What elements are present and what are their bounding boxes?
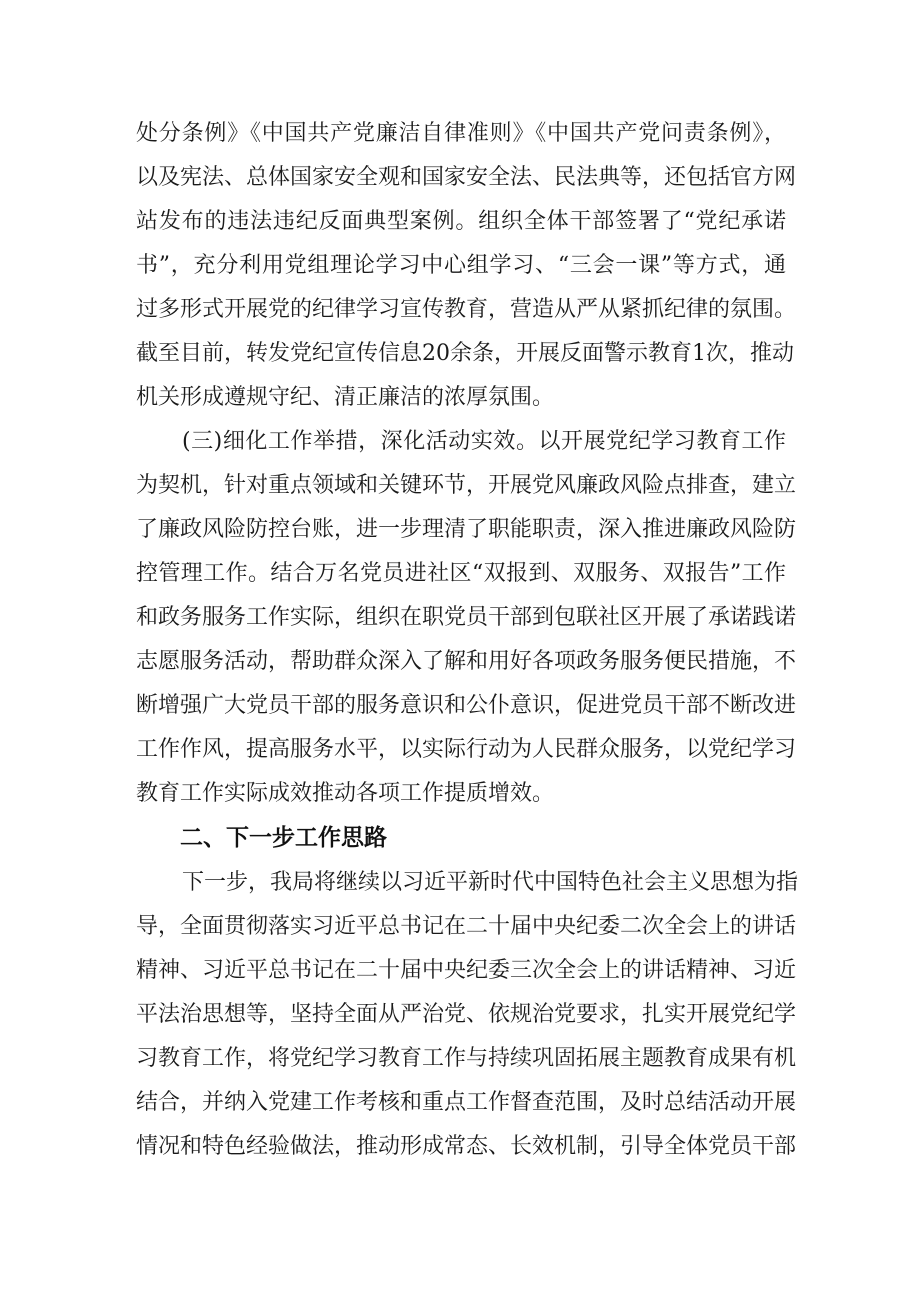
- paragraph-line: 书”，充分利用党组理论学习中心组学习、“三会一课”等方式，通: [136, 253, 786, 278]
- paragraph-line: 下一步，我局将继续以习近平新时代中国特色社会主义思想为指: [182, 870, 799, 895]
- paragraph-line: 工作作风，提高服务水平，以实际行动为人民群众服务，以党纪学习: [136, 737, 797, 762]
- section-heading: 二、下一步工作思路: [180, 825, 387, 851]
- paragraph-line: 情况和特色经验做法，推动形成常态、长效机制，引导全体党员干部: [136, 1134, 797, 1159]
- paragraph-line: 控管理工作。结合万名党员进社区“双报到、双服务、双报告”工作: [136, 561, 786, 586]
- paragraph-line: 志愿服务活动，帮助群众深入了解和用好各项政务服务便民措施，不: [136, 649, 797, 674]
- paragraph-line: (三)细化工作举措，深化活动实效。以开展党纪学习教育工作: [182, 429, 786, 454]
- paragraph-line: 教育工作实际成效推动各项工作提质增效。: [136, 781, 555, 806]
- paragraph-line: 导，全面贯彻落实习近平总书记在二十届中央纪委二次全会上的讲话: [136, 914, 797, 939]
- paragraph-line: 为契机，针对重点领域和关键环节，开展党风廉政风险点排查，建立: [136, 473, 797, 498]
- paragraph-line: 精神、习近平总书记在二十届中央纪委三次全会上的讲话精神、习近: [136, 958, 797, 983]
- paragraph-line: 过多形式开展党的纪律学习宣传教育，营造从严从紧抓纪律的氛围。: [136, 297, 797, 322]
- paragraph-line: 截至目前，转发党纪宣传信息20余条，开展反面警示教育1次，推动: [136, 341, 794, 366]
- paragraph-line: 平法治思想等，坚持全面从严治党、依规治党要求，扎实开展党纪学: [136, 1002, 797, 1027]
- paragraph-line: 断增强广大党员干部的服务意识和公仆意识，促进党员干部不断改进: [136, 693, 797, 718]
- paragraph-line: 站发布的违法违纪反面典型案例。组织全体干部签署了“党纪承诺: [136, 209, 786, 234]
- paragraph-line: 习教育工作，将党纪学习教育工作与持续巩固拓展主题教育成果有机: [136, 1046, 797, 1071]
- paragraph-line: 结合，并纳入党建工作考核和重点工作督查范围，及时总结活动开展: [136, 1090, 797, 1115]
- paragraph-line: 和政务服务工作实际，组织在职党员干部到包联社区开展了承诺践诺: [136, 605, 797, 630]
- paragraph-line: 处分条例》《中国共产党廉洁自律准则》《中国共产党问责条例》，: [136, 121, 786, 146]
- paragraph-line: 以及宪法、总体国家安全观和国家安全法、民法典等，还包括官方网: [136, 165, 797, 190]
- paragraph-line: 了廉政风险防控台账，进一步理清了职能职责，深入推进廉政风险防: [136, 517, 797, 542]
- paragraph-line: 机关形成遵规守纪、清正廉洁的浓厚氛围。: [136, 385, 555, 410]
